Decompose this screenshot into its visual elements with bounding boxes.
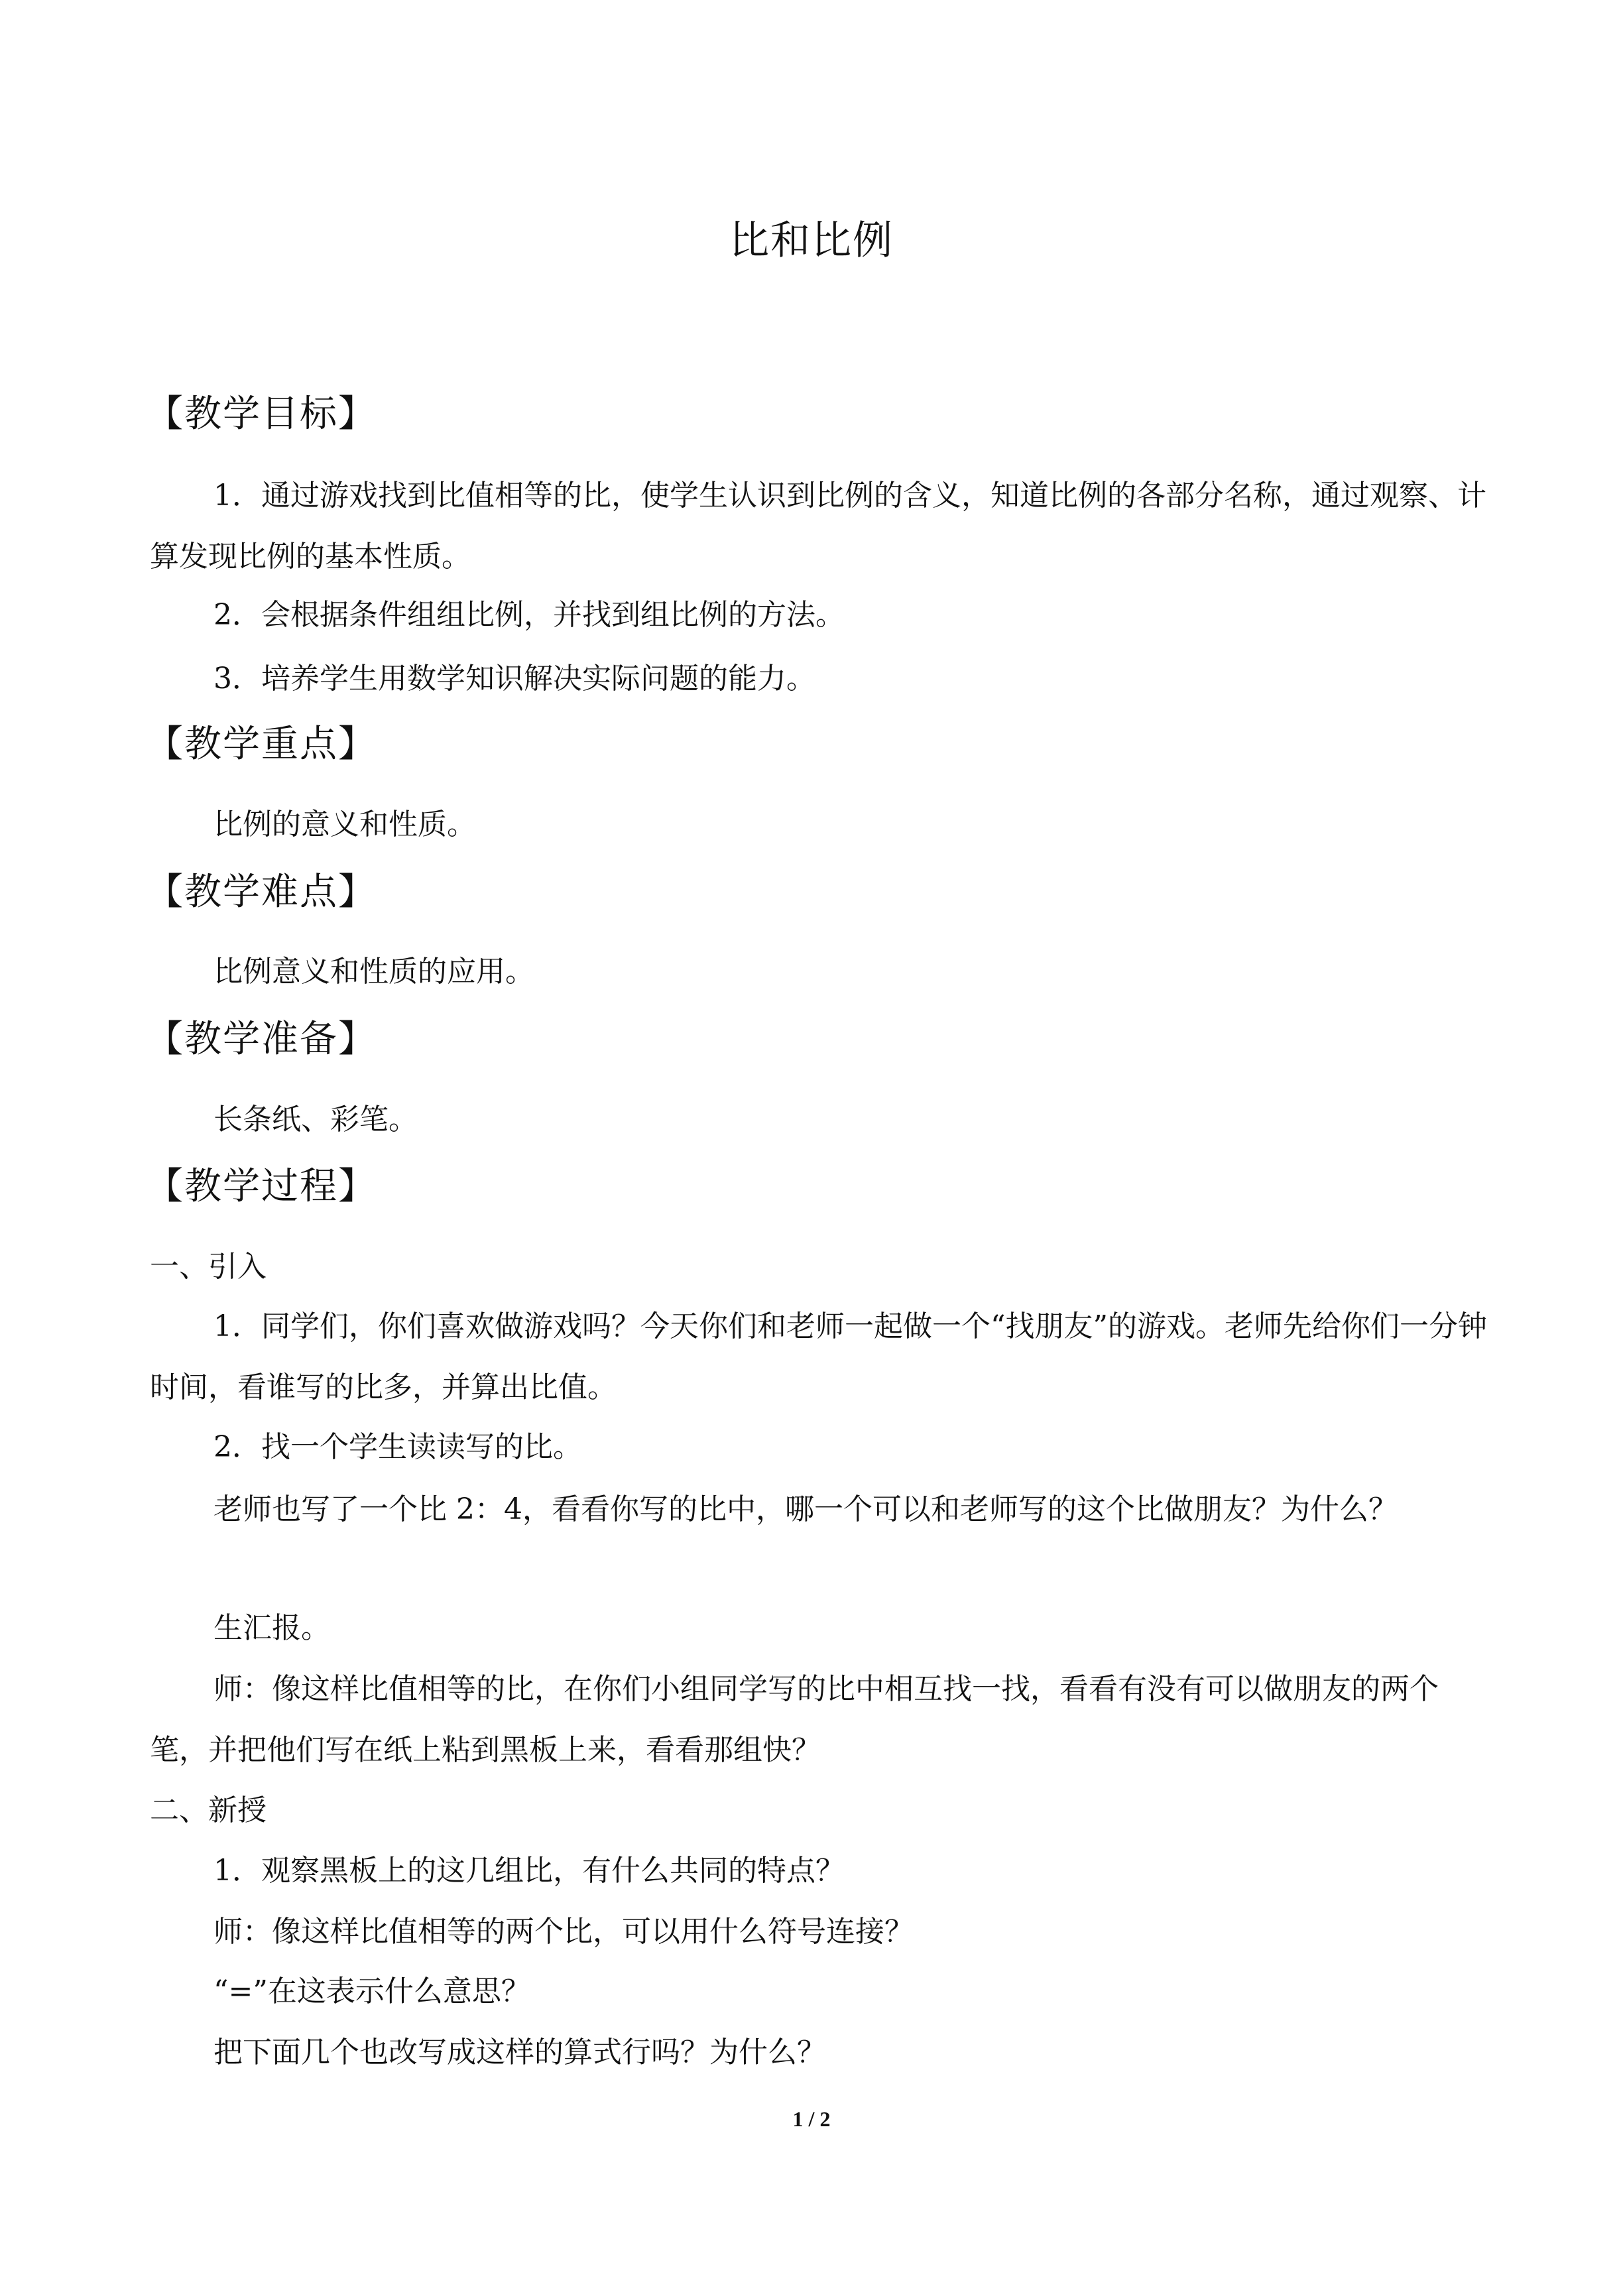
process-part1-item-3: 老师也写了一个比 2：4，看看你写的比中，哪一个可以和老师写的这个比做朋友？为什么？ bbox=[213, 1492, 1398, 1526]
page-title: 比和比例 bbox=[729, 217, 894, 264]
process-part1-item-5: 师：像这样比值相等的比，在你们小组同学写的比中相互找一找，看看有没有可以做朋友的两个笔，并把他们写在纸上粘到黑板上来，看看那组快？ bbox=[150, 1672, 1439, 1767]
objective-item-3: 3．培养学生用数学知识解决实际问题的能力。 bbox=[213, 662, 815, 695]
objective-item-1: 1．通过游戏找到比值相等的比，使学生认识到比例的含义，知道比例的各部分名称，通过观察、计算发现比例的基本性质。 bbox=[150, 479, 1486, 574]
heading-process: 【教学过程】 bbox=[146, 1165, 377, 1208]
process-part1-item-1: 1．同学们，你们喜欢做游戏吗？今天你们和老师一起做一个“找朋友”的游戏。老师先给你们一分钟时间，看谁写的比多，并算出比值。 bbox=[150, 1309, 1487, 1404]
process-part2-item-4: 把下面几个也改写成这样的算式行吗？为什么？ bbox=[213, 2035, 826, 2069]
preparation-text: 长条纸、彩笔。 bbox=[213, 1103, 418, 1136]
heading-preparation: 【教学准备】 bbox=[146, 1018, 377, 1061]
process-part1-title: 一、引入 bbox=[150, 1250, 267, 1284]
process-part2-item-1: 1．观察黑板上的这几组比，有什么共同的特点？ bbox=[213, 1854, 845, 1888]
heading-key-points: 【教学重点】 bbox=[146, 723, 377, 766]
process-part1-item-2: 2．找一个学生读读写的比。 bbox=[213, 1430, 582, 1464]
process-part2-item-3: “=”在这表示什么意思？ bbox=[213, 1974, 530, 2008]
key-points-text: 比例的意义和性质。 bbox=[213, 808, 476, 841]
difficulties-text: 比例意义和性质的应用。 bbox=[213, 955, 534, 989]
page-number: 1 / 2 bbox=[792, 2107, 831, 2131]
process-part2-item-2: 师：像这样比值相等的两个比，可以用什么符号连接？ bbox=[213, 1915, 914, 1949]
process-part1-item-4: 生汇报。 bbox=[213, 1611, 330, 1645]
heading-objectives: 【教学目标】 bbox=[146, 393, 377, 436]
process-part2-title: 二、新授 bbox=[150, 1793, 267, 1827]
objective-item-2: 2．会根据条件组组比例，并找到组比例的方法。 bbox=[213, 598, 845, 632]
heading-difficulties: 【教学难点】 bbox=[146, 871, 377, 914]
